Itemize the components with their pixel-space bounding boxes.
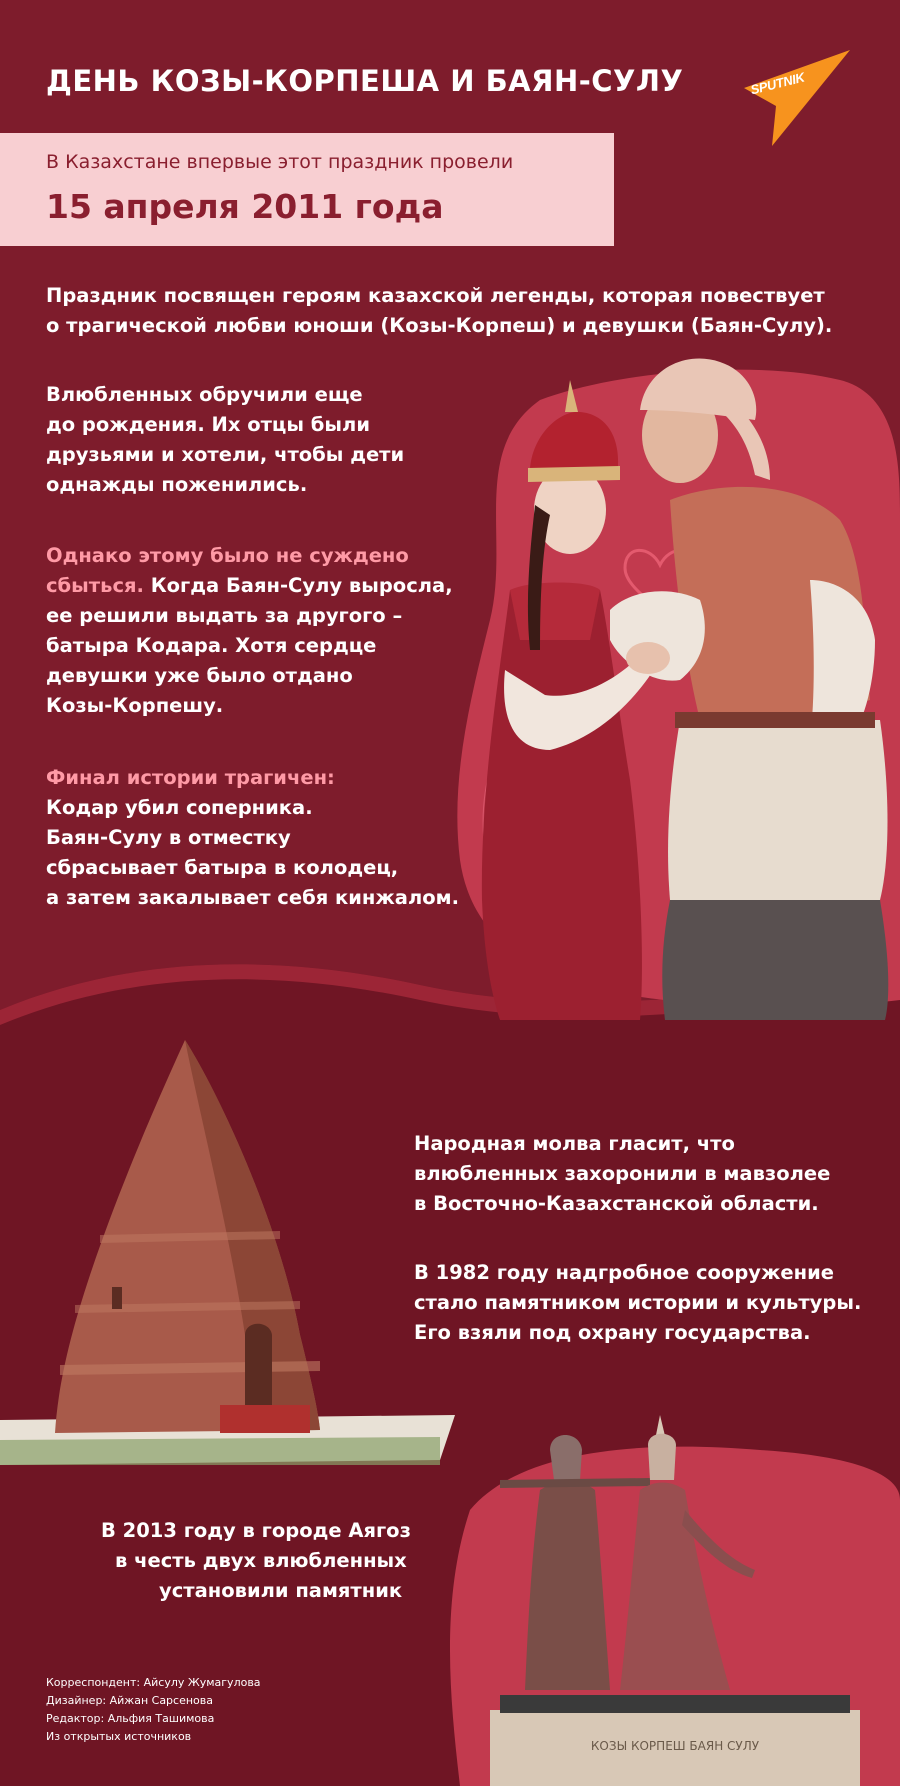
plinth-inscription: КОЗЫ КОРПЕШ БАЯН СУЛУ <box>590 1739 760 1753</box>
mausoleum-line-2: влюбленных захоронили в мавзолее <box>414 1162 831 1185</box>
credit-editor: Редактор: Альфия Ташимова <box>46 1712 215 1725</box>
para3-line-3: Баян-Сулу в отместку <box>46 826 291 849</box>
para3-line-4: сбрасывает батыра в колодец, <box>46 856 399 879</box>
date-subtitle: В Казахстане впервые этот праздник провели <box>46 151 514 173</box>
para2-line-4: батыра Кодара. Хотя сердце <box>46 634 377 657</box>
para1-line-1: Влюбленных обручили еще <box>46 383 363 406</box>
credit-designer: Дизайнер: Айжан Сарсенова <box>46 1694 214 1707</box>
mausoleum-line-1: Народная молва гласит, что <box>414 1132 735 1155</box>
mausoleum-line-3: в Восточно-Казахстанской области. <box>414 1192 819 1215</box>
mausoleum-line-6: Его взяли под охрану государства. <box>414 1321 811 1344</box>
monument-illustration <box>470 1410 900 1786</box>
page-title: ДЕНЬ КОЗЫ-КОРПЕША И БАЯН-СУЛУ <box>46 64 684 98</box>
mausoleum-line-4: В 1982 году надгробное сооружение <box>414 1261 834 1284</box>
monument-line-1: В 2013 году в городе Аягоз <box>101 1519 411 1542</box>
para3-line-5: а затем закалывает себя кинжалом. <box>46 886 459 909</box>
logo-triangle-icon <box>742 48 852 148</box>
para2-line-2 <box>46 571 453 601</box>
date-headline: 15 апреля 2011 года <box>46 187 444 226</box>
para3-highlight: Финал истории трагичен: <box>46 766 335 789</box>
monument-line-2: в честь двух влюбленных <box>115 1549 407 1572</box>
date-box <box>0 133 614 246</box>
para2-line-6: Козы-Корпешу. <box>46 694 224 717</box>
credit-source: Из открытых источников <box>46 1730 192 1743</box>
credits <box>46 1674 261 1746</box>
intro-line-2: о трагической любви юноши (Козы-Корпеш) и девушки (Баян-Сулу). <box>46 314 833 337</box>
para1-line-4: однажды поженились. <box>46 473 308 496</box>
mausoleum-line-5: стало памятником истории и культуры. <box>414 1291 862 1314</box>
para2-highlight: Однако этому было не суждено <box>46 544 409 567</box>
logo-text: SPUTNIK <box>749 69 806 98</box>
para2-highlight-2: сбыться. <box>46 574 144 597</box>
para2-rest-2: Когда Баян-Сулу выросла, <box>143 574 453 597</box>
para3-line-2: Кодар убил соперника. <box>46 796 313 819</box>
couple-illustration <box>470 340 900 1020</box>
para2-line-3: ее решили выдать за другого – <box>46 604 403 627</box>
para1-line-2: до рождения. Их отцы были <box>46 413 370 436</box>
para2-line-5: девушки уже было отдано <box>46 664 353 687</box>
sputnik-logo <box>742 48 852 148</box>
credit-correspondent: Корреспондент: Айсулу Жумагулова <box>46 1676 261 1689</box>
monument-line-3: установили памятник <box>159 1579 403 1602</box>
para1-line-3: друзьями и хотели, чтобы дети <box>46 443 405 466</box>
mausoleum-illustration <box>0 1035 460 1465</box>
intro-line-1: Праздник посвящен героям казахской легенды, которая повествует <box>46 284 825 307</box>
